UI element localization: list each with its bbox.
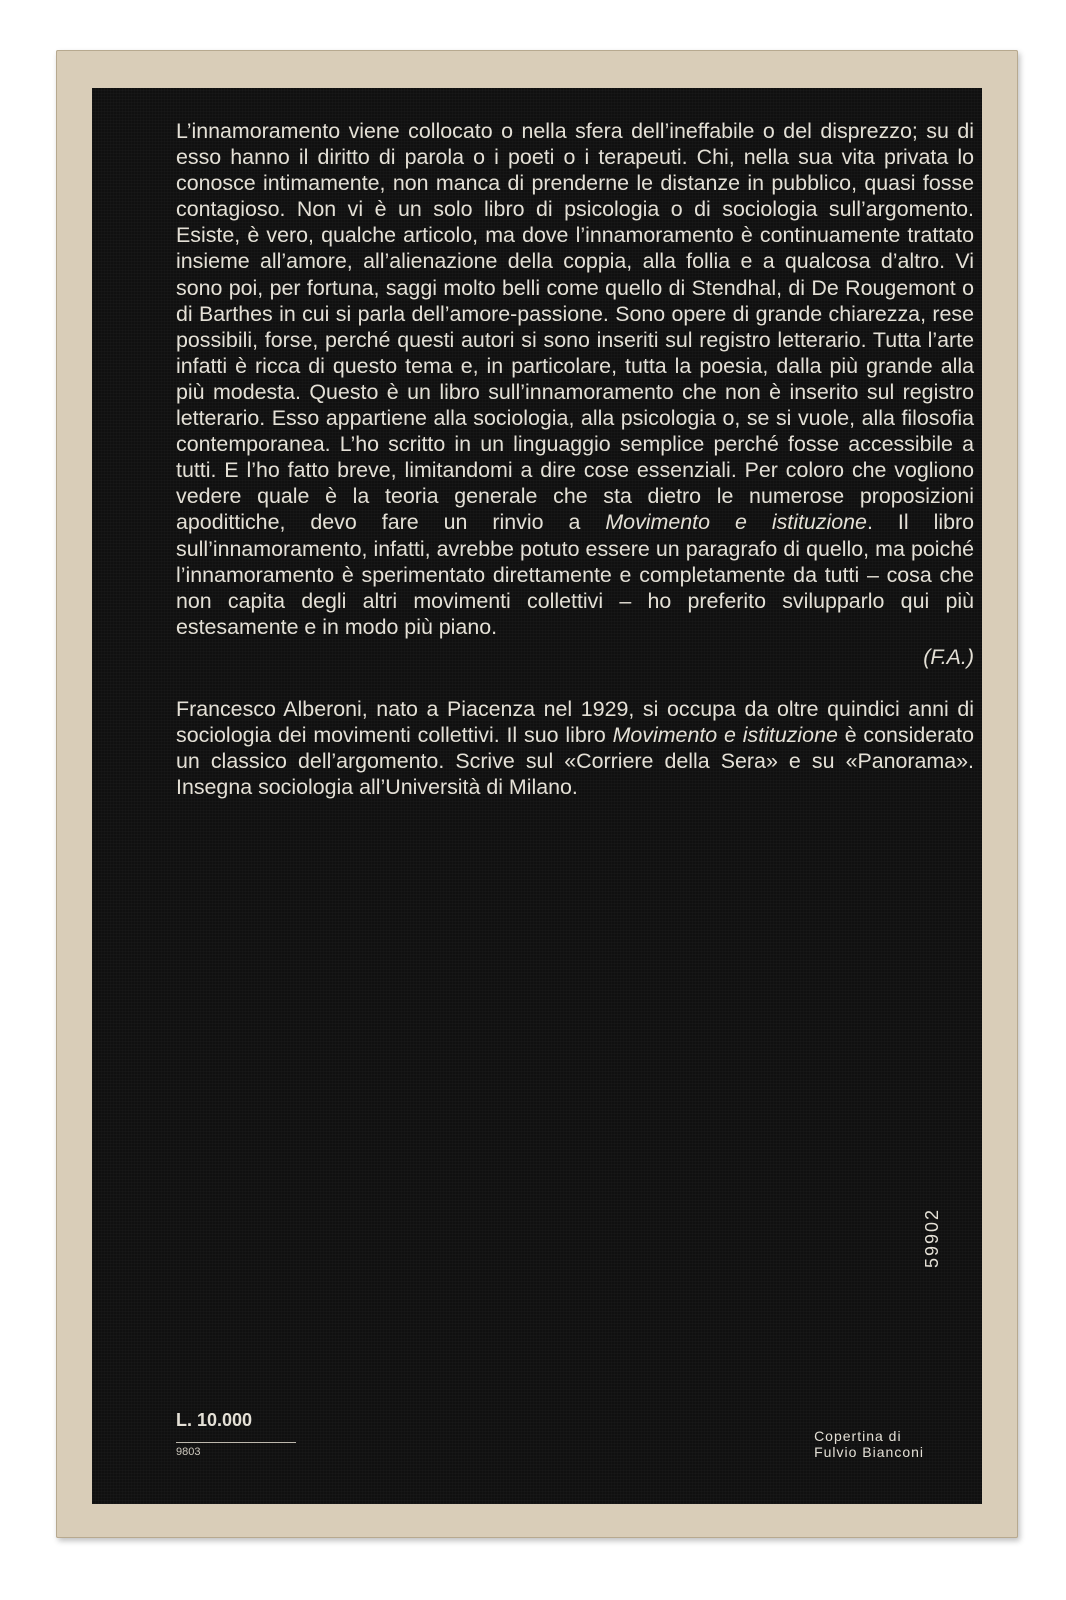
- blurb-signature: (F.A.): [923, 644, 974, 669]
- cover-credit-line1: Copertina di: [814, 1428, 902, 1444]
- author-bio-end: è considerato un classico dell’argomento. Scrive sul «Corriere della Sera» e su «Panorama». Insegna sociologia all’Università di Milano.: [176, 723, 975, 800]
- author-bio-book-title: Movimento e istituzione: [612, 723, 838, 748]
- cover-credit: [814, 1428, 924, 1460]
- cover-panel: [92, 88, 982, 1504]
- price-divider: [176, 1442, 296, 1443]
- blurb-text-end: . Il libro sull’innamoramento, infatti, avrebbe potuto essere un paragrafo di quello, ma poiché l’innamoramento è sperimentato direttamente e completamente da tutti – cosa che non capita degli altri movimenti collettivi – ho preferito svilupparlo qui più estesamente e in modo più piano.: [176, 510, 974, 639]
- author-bio: [176, 696, 974, 800]
- price-label: L. 10.000: [176, 1410, 253, 1430]
- catalog-number: 59902: [922, 1207, 942, 1268]
- cover-text-block: [176, 118, 974, 800]
- blurb-paragraph: [176, 118, 974, 640]
- cover-credit-line2: Fulvio Bianconi: [814, 1444, 924, 1460]
- blurb-text-start: L’innamoramento viene collocato o nella sfera dell’ineffabile o del disprezzo; su di esso hanno il diritto di parola o i poeti o i terapeuti. Chi, nella sua vita privata lo conosce intimamente, non manca di prenderne le distanze in pubblico, quasi fosse contagioso. Non vi è un solo libro di psicologia o di sociologia sull’argomento. Esiste, è vero, qualche articolo, ma dove l’innamoramento è continuamente trattato insieme all’amore, all’alienazione della coppia, alla follia e a qualcosa d’altro. Vi sono poi, per fortuna, saggi molto belli come quello di Stendhal, di De Rougemont o di Barthes in cui si parla dell’amore-passione. Sono opere di grande chiarezza, rese possibili, forse, perché questi autori si sono inseriti sul registro letterario. Tutta l’arte infatti è ricca di questo tema e, in particolare, tutta la poesia, dalla più grande alla più modesta. Questo è un libro sull’innamoramento che non è inserito sul registro letterario. Esso appartiene alla sociologia, alla psicologia o, se si vuole, alla filosofia contemporanea. L’ho scritto in un linguaggio semplice perché fosse accessibile a tutti. E l’ho fatto breve, limitandomi a dire cose essenziali. Per coloro che vogliono vedere quale è la teoria generale che sta dietro le numerose proposizioni apodittiche, devo fare un rinvio a: [176, 119, 974, 535]
- edition-code: 9803: [176, 1446, 201, 1458]
- book-back-cover: [56, 50, 1018, 1538]
- blurb-book-title: Movimento e istituzione: [605, 510, 867, 535]
- author-bio-start: Francesco Alberoni, nato a Piacenza nel 1929, si occupa da oltre quindici anni di sociologia dei movimenti collettivi. Il suo libro: [176, 696, 974, 748]
